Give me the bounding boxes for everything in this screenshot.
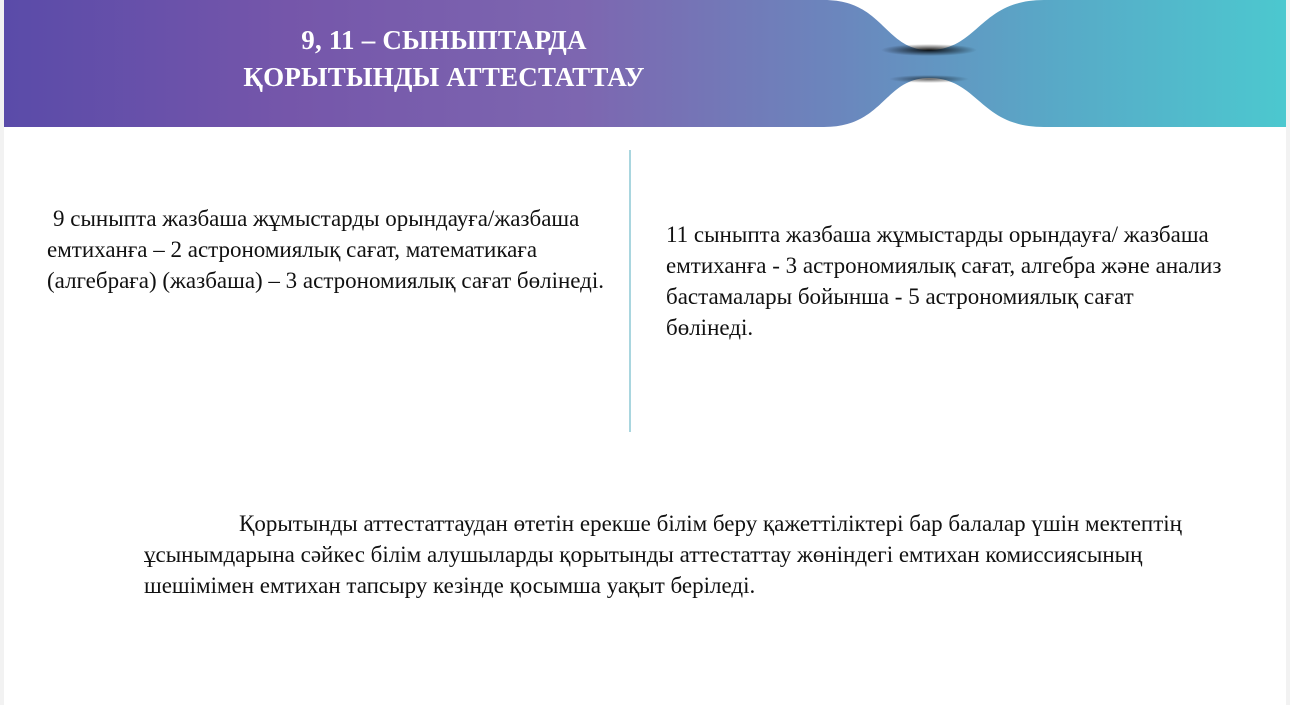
page-title: [84, 22, 804, 96]
special-needs-paragraph: Қорытынды аттестаттаудан өтетін ерекше білім беру қажеттіліктері бар балалар үшін мектептің ұсынымдарына сәйкес білім алушыларды қорытынды аттестаттау жөніндегі емтихан комиссиясының шешімімен емтихан тапсыру кезінде қосымша уақыт беріледі.: [144, 511, 1182, 598]
grade-9-paragraph: 9 сыныпта жазбаша жұмыстарды орындауға/жазбаша емтиханға – 2 астрономиялық сағат, математикаға (алгебраға) (жазбаша) – 3 астрономиялық сағат бөлінеді.: [47, 206, 605, 293]
slide: [4, 0, 1286, 705]
grade-11-paragraph: 11 сыныпта жазбаша жұмыстарды орындауға/ жазбаша емтиханға - 3 астрономиялық сағат, алгебра және анализ бастамалары бойынша - 5 астрономиялық сағат бөлінеді.: [666, 222, 1222, 340]
column-divider: [629, 150, 631, 432]
title-line-1: 9, 11 – СЫНЫПТАРДА: [301, 25, 587, 55]
title-line-2: ҚОРЫТЫНДЫ АТТЕСТАТТАУ: [243, 62, 645, 92]
header-banner: [4, 0, 1286, 130]
